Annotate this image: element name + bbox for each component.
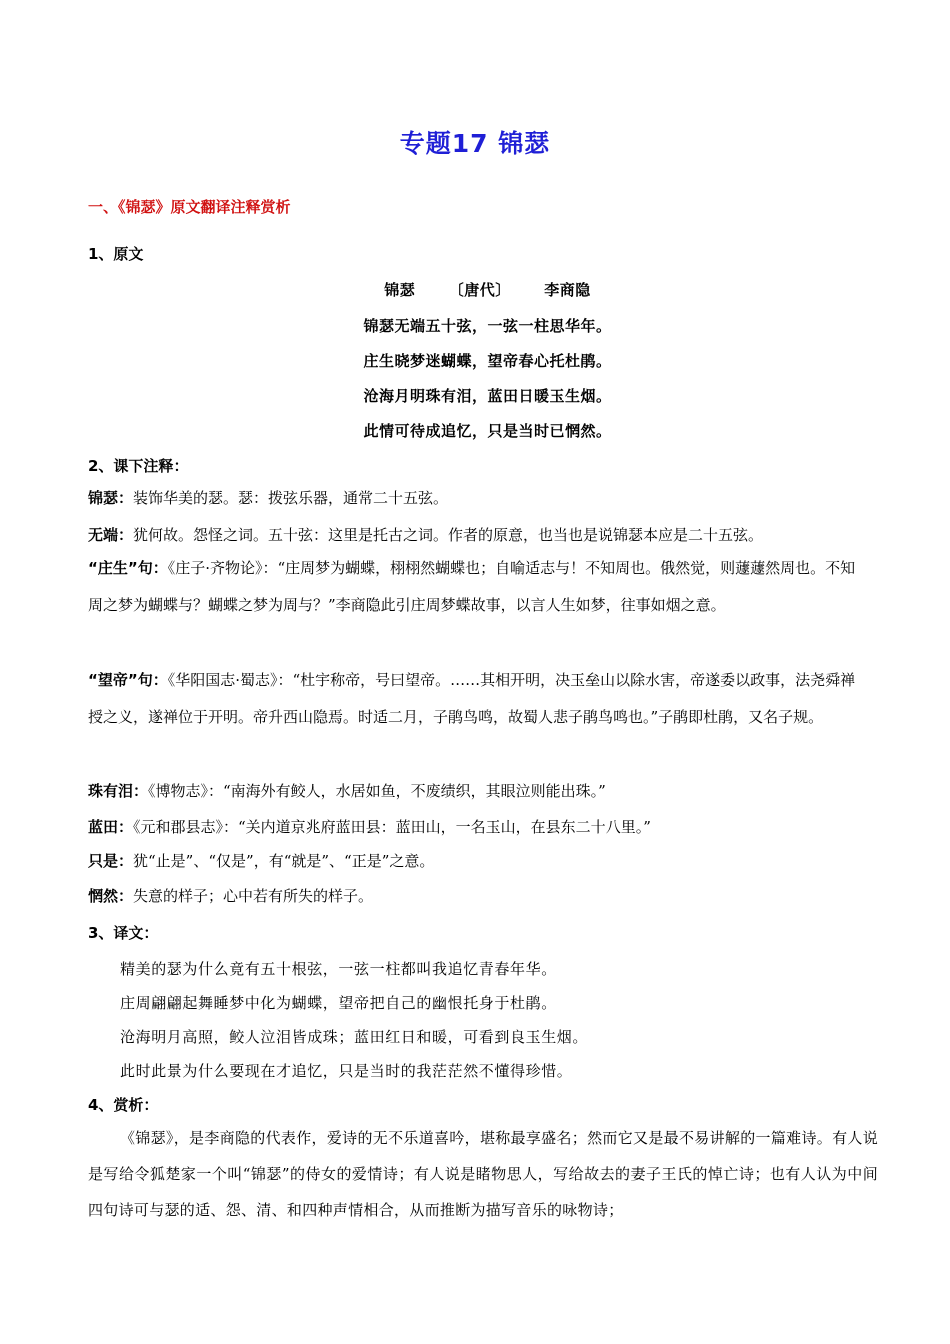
note-item	[88, 662, 868, 736]
note-item	[88, 480, 868, 517]
translation-heading: 3、译文：	[88, 924, 159, 942]
note-text: 《华阳国志·蜀志》：“杜宇称帝，号曰望帝。……其相开明，决玉垒山以除水害，帝遂委以政事，法尧舜禅授之义，遂禅位于开明。帝升西山隐焉。时适二月，子鹃鸟鸣，故蜀人悲子鹃鸟鸣也。”子鹃即杜鹃，又名子规。	[88, 671, 856, 726]
translation-line: 精美的瑟为什么竟有五十根弦，一弦一柱都叫我追忆青春年华。	[120, 960, 557, 978]
note-item	[88, 843, 868, 880]
note-item	[88, 517, 868, 554]
poem-line: 此情可待成追忆，只是当时已惘然。	[363, 422, 612, 440]
poem-header	[0, 279, 950, 300]
poem-author: 李商隐	[544, 281, 591, 299]
appreciation-text: 《锦瑟》，是李商隐的代表作，爱诗的无不乐道喜吟，堪称最享盛名；然而它又是最不易讲解的一篇难诗。有人说是写给令狐楚家一个叫“锦瑟”的侍女的爱情诗；有人说是睹物思人，写给故去的妻子王氏的悼亡诗；也有人认为中间四句诗可与瑟的适、怨、清、和四种声情相合，从而推断为描写音乐的咏物诗；	[88, 1129, 878, 1219]
note-item	[88, 550, 868, 624]
note-term: 锦瑟：	[88, 489, 134, 507]
note-item	[88, 878, 868, 915]
poem-line: 庄生晓梦迷蝴蝶，望帝春心托杜鹃。	[363, 352, 612, 370]
note-text: 《博物志》：“南海外有鲛人，水居如鱼，不废绩织，其眼泣则能出珠。”	[148, 782, 606, 800]
poem-dynasty: 〔唐代〕	[448, 281, 511, 299]
notes-heading: 2、课下注释：	[88, 457, 189, 475]
poem-line: 锦瑟无端五十弦，一弦一柱思华年。	[363, 317, 612, 335]
translation-line: 庄周翩翩起舞睡梦中化为蝴蝶，望帝把自己的幽恨托身于杜鹃。	[120, 994, 557, 1012]
note-term: 无端：	[88, 526, 134, 544]
translation-line: 此时此景为什么要现在才追忆，只是当时的我茫茫然不懂得珍惜。	[120, 1062, 573, 1080]
note-term: “庄生”句：	[88, 559, 168, 577]
page-title: 专题17 锦瑟	[399, 129, 551, 158]
note-term: 只是：	[88, 852, 134, 870]
note-term: 珠有泪：	[88, 782, 149, 800]
note-term: “望帝”句：	[88, 671, 168, 689]
original-heading: 1、原文	[88, 245, 144, 263]
section-heading: 一、《锦瑟》原文翻译注释赏析	[88, 198, 291, 216]
poem-title: 锦瑟	[384, 281, 416, 299]
note-text: 失意的样子；心中若有所失的样子。	[133, 887, 374, 905]
note-text: 装饰华美的瑟。瑟：拨弦乐器，通常二十五弦。	[133, 489, 449, 507]
note-text: 犹何故。怨怪之词。五十弦：这里是托古之词。作者的原意，也当也是说锦瑟本应是二十五弦。	[133, 526, 764, 544]
note-item	[88, 773, 868, 810]
poem-line: 沧海月明珠有泪，蓝田日暖玉生烟。	[363, 387, 612, 405]
appreciation-heading: 4、赏析：	[88, 1096, 159, 1114]
note-item	[88, 809, 868, 846]
note-text: 犹“止是”、“仅是”，有“就是”、“正是”之意。	[133, 852, 435, 870]
note-text: 《庄子·齐物论》：“庄周梦为蝴蝶，栩栩然蝴蝶也；自喻适志与！不知周也。俄然觉，则蘧蘧然周也。不知周之梦为蝴蝶与？蝴蝶之梦为周与？”李商隐此引庄周梦蝶故事，以言人生如梦，往事如烟之意。	[88, 559, 856, 614]
note-term: 惘然：	[88, 887, 134, 905]
note-text: 《元和郡县志》：“关内道京兆府蓝田县：蓝田山，一名玉山，在县东二十八里。”	[133, 818, 651, 836]
translation-line: 沧海明月高照，鲛人泣泪皆成珠；蓝田红日和暖，可看到良玉生烟。	[120, 1028, 589, 1046]
note-term: 蓝田：	[88, 818, 134, 836]
